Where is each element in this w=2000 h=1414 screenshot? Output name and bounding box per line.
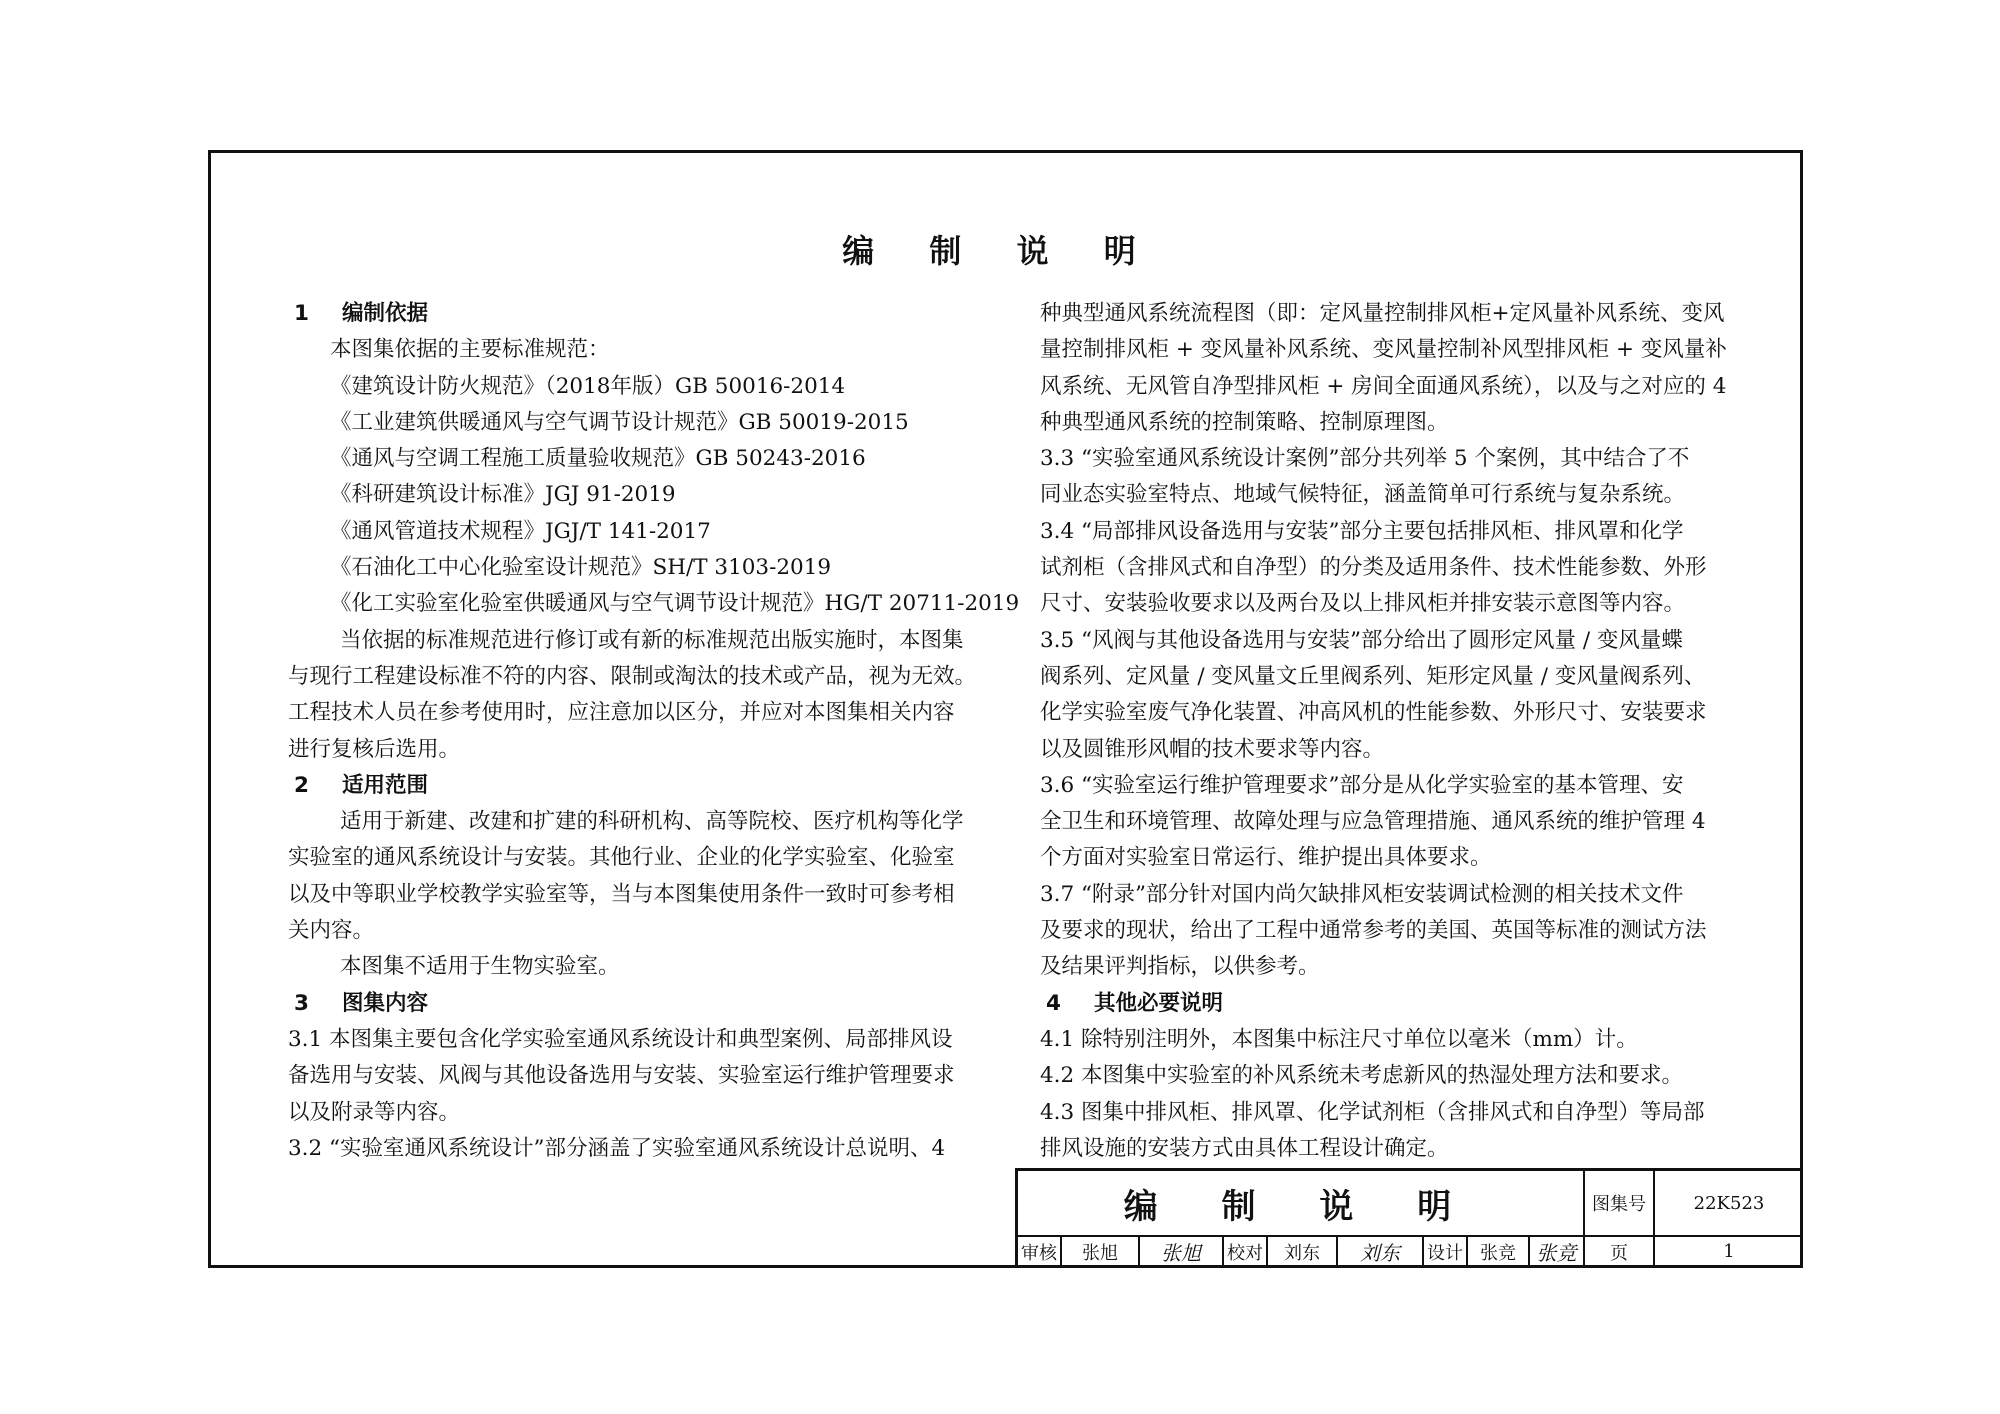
page-number: 1 bbox=[1653, 1235, 1803, 1268]
body-text-line: 化学实验室废气净化装置、冲高风机的性能参数、外形尺寸、安装要求 bbox=[1040, 700, 1707, 726]
body-text-line: 以及附录等内容。 bbox=[288, 1099, 461, 1125]
section-heading bbox=[288, 986, 978, 1022]
section-number: 1 bbox=[294, 301, 309, 326]
atlas-number-label: 图集号 bbox=[1583, 1171, 1653, 1235]
body-text-line: 本图集不适用于生物实验室。 bbox=[340, 954, 620, 980]
designer-name: 张竞 bbox=[1466, 1235, 1528, 1268]
designer-signature: 张竞 bbox=[1528, 1235, 1583, 1268]
body-text-line: 以及圆锥形风帽的技术要求等内容。 bbox=[1040, 736, 1385, 762]
body-text-line: 阀系列、定风量 / 变风量文丘里阀系列、矩形定风量 / 变风量阀系列、 bbox=[1040, 663, 1706, 689]
right-column bbox=[1040, 296, 1730, 1167]
reviewer-signature: 张旭 bbox=[1138, 1235, 1222, 1268]
body-text-line: 及结果评判指标，以供参考。 bbox=[1040, 954, 1320, 980]
body-text-line: 风系统、无风管自净型排风柜 + 房间全面通风系统），以及与之对应的 4 bbox=[1040, 373, 1727, 399]
design-label: 设计 bbox=[1422, 1235, 1466, 1268]
title-block-title: 编 制 说 明 bbox=[1123, 1186, 1478, 1227]
body-text-line: 与现行工程建设标准不符的内容、限制或淘汰的技术或产品，视为无效。 bbox=[288, 663, 977, 689]
section-heading-text: 图集内容 bbox=[342, 990, 429, 1016]
reviewer-name: 张旭 bbox=[1060, 1235, 1138, 1268]
body-text-line: 个方面对实验室日常运行、维护提出具体要求。 bbox=[1040, 845, 1492, 871]
body-text-line: 《化工实验室化验室供暖通风与空气调节设计规范》HG/T 20711-2019 bbox=[330, 591, 1020, 617]
checker-name: 刘东 bbox=[1266, 1235, 1336, 1268]
body-text-line: 当依据的标准规范进行修订或有新的标准规范出版实施时，本图集 bbox=[340, 627, 964, 653]
section-heading bbox=[288, 768, 978, 804]
body-text-line: 4.1 除特别注明外，本图集中标注尺寸单位以毫米（mm）计。 bbox=[1040, 1026, 1638, 1052]
atlas-number: 22K523 bbox=[1653, 1171, 1803, 1235]
page-label: 页 bbox=[1583, 1235, 1653, 1268]
body-text-line: 实验室的通风系统设计与安装。其他行业、企业的化学实验室、化验室 bbox=[288, 845, 955, 871]
section-heading bbox=[1040, 986, 1730, 1022]
body-text-line: 排风设施的安装方式由具体工程设计确定。 bbox=[1040, 1135, 1449, 1161]
review-label: 审核 bbox=[1021, 1242, 1057, 1264]
title-block bbox=[1015, 1168, 1803, 1268]
body-text-line: 及要求的现状，给出了工程中通常参考的美国、英国等标准的测试方法 bbox=[1040, 918, 1707, 944]
body-text-line: 3.4 “局部排风设备选用与安装”部分主要包括排风柜、排风罩和化学 bbox=[1040, 518, 1684, 544]
section-heading-text: 适用范围 bbox=[342, 772, 429, 798]
check-label: 校对 bbox=[1222, 1235, 1266, 1268]
body-text-line: 本图集依据的主要标准规范： bbox=[330, 337, 610, 363]
body-text-line: 3.5 “风阀与其他设备选用与安装”部分给出了圆形定风量 / 变风量蝶 bbox=[1040, 627, 1683, 653]
body-text-line: 《工业建筑供暖通风与空气调节设计规范》GB 50019-2015 bbox=[330, 409, 909, 435]
page-title: 编 制 说 明 bbox=[842, 232, 1158, 270]
section-heading-text: 其他必要说明 bbox=[1094, 990, 1224, 1016]
body-text-line: 全卫生和环境管理、故障处理与应急管理措施、通风系统的维护管理 4 bbox=[1040, 809, 1706, 835]
body-text-line: 3.7 “附录”部分针对国内尚欠缺排风柜安装调试检测的相关技术文件 bbox=[1040, 881, 1684, 907]
body-text-line: 备选用与安装、风阀与其他设备选用与安装、实验室运行维护管理要求 bbox=[288, 1063, 955, 1089]
body-text-line: 同业态实验室特点、地域气候特征，涵盖简单可行系统与复杂系统。 bbox=[1040, 482, 1686, 508]
checker-signature: 刘东 bbox=[1336, 1235, 1422, 1268]
body-text-line: 进行复核后选用。 bbox=[288, 736, 461, 762]
body-text-line: 适用于新建、改建和扩建的科研机构、高等院校、医疗机构等化学 bbox=[340, 809, 964, 835]
body-text-line: 种典型通风系统的控制策略、控制原理图。 bbox=[1040, 409, 1449, 435]
left-column bbox=[288, 296, 1020, 1167]
body-text-line: 《建筑设计防火规范》（2018年版）GB 50016-2014 bbox=[330, 373, 846, 399]
body-text-line: 《通风管道技术规程》JGJ/T 141-2017 bbox=[330, 518, 711, 544]
section-heading-text: 编制依据 bbox=[342, 301, 429, 326]
body-text-line: 量控制排风柜 + 变风量补风系统、变风量控制补风型排风柜 + 变风量补 bbox=[1040, 337, 1727, 363]
body-text-line: 《通风与空调工程施工质量验收规范》GB 50243-2016 bbox=[330, 446, 866, 472]
body-text-line: 3.1 本图集主要包含化学实验室通风系统设计和典型案例、局部排风设 bbox=[288, 1026, 953, 1052]
body-text-line: 4.2 本图集中实验室的补风系统未考虑新风的热湿处理方法和要求。 bbox=[1040, 1063, 1684, 1089]
body-text-line: 工程技术人员在参考使用时，应注意加以区分，并应对本图集相关内容 bbox=[288, 700, 955, 726]
section-heading bbox=[288, 296, 978, 332]
title-block-header-row bbox=[1018, 1171, 1803, 1237]
section-number: 3 bbox=[294, 990, 309, 1016]
body-text-line: 尺寸、安装验收要求以及两台及以上排风柜并排安装示意图等内容。 bbox=[1040, 591, 1686, 617]
body-text-line: 《科研建筑设计标准》JGJ 91-2019 bbox=[330, 482, 676, 508]
body-text-line: 3.6 “实验室运行维护管理要求”部分是从化学实验室的基本管理、安 bbox=[1040, 772, 1684, 798]
body-text-line: 3.2 “实验室通风系统设计”部分涵盖了实验室通风系统设计总说明、4 bbox=[288, 1135, 946, 1161]
section-number: 2 bbox=[294, 772, 309, 798]
body-text-line: 3.3 “实验室通风系统设计案例”部分共列举 5 个案例，其中结合了不 bbox=[1040, 446, 1690, 472]
body-text-line: 4.3 图集中排风柜、排风罩、化学试剂柜（含排风式和自净型）等局部 bbox=[1040, 1099, 1705, 1125]
body-text-line: 种典型通风系统流程图（即：定风量控制排风柜+定风量补风系统、变风 bbox=[1040, 301, 1725, 326]
section-number: 4 bbox=[1046, 990, 1061, 1016]
body-text-line: 试剂柜（含排风式和自净型）的分类及适用条件、技术性能参数、外形 bbox=[1040, 555, 1707, 581]
body-text-line: 关内容。 bbox=[288, 918, 375, 944]
body-text-line: 以及中等职业学校教学实验室等，当与本图集使用条件一致时可参考相 bbox=[288, 881, 955, 907]
title-block-sign-row bbox=[1018, 1235, 1803, 1268]
body-text-line: 《石油化工中心化验室设计规范》SH/T 3103-2019 bbox=[330, 555, 832, 581]
